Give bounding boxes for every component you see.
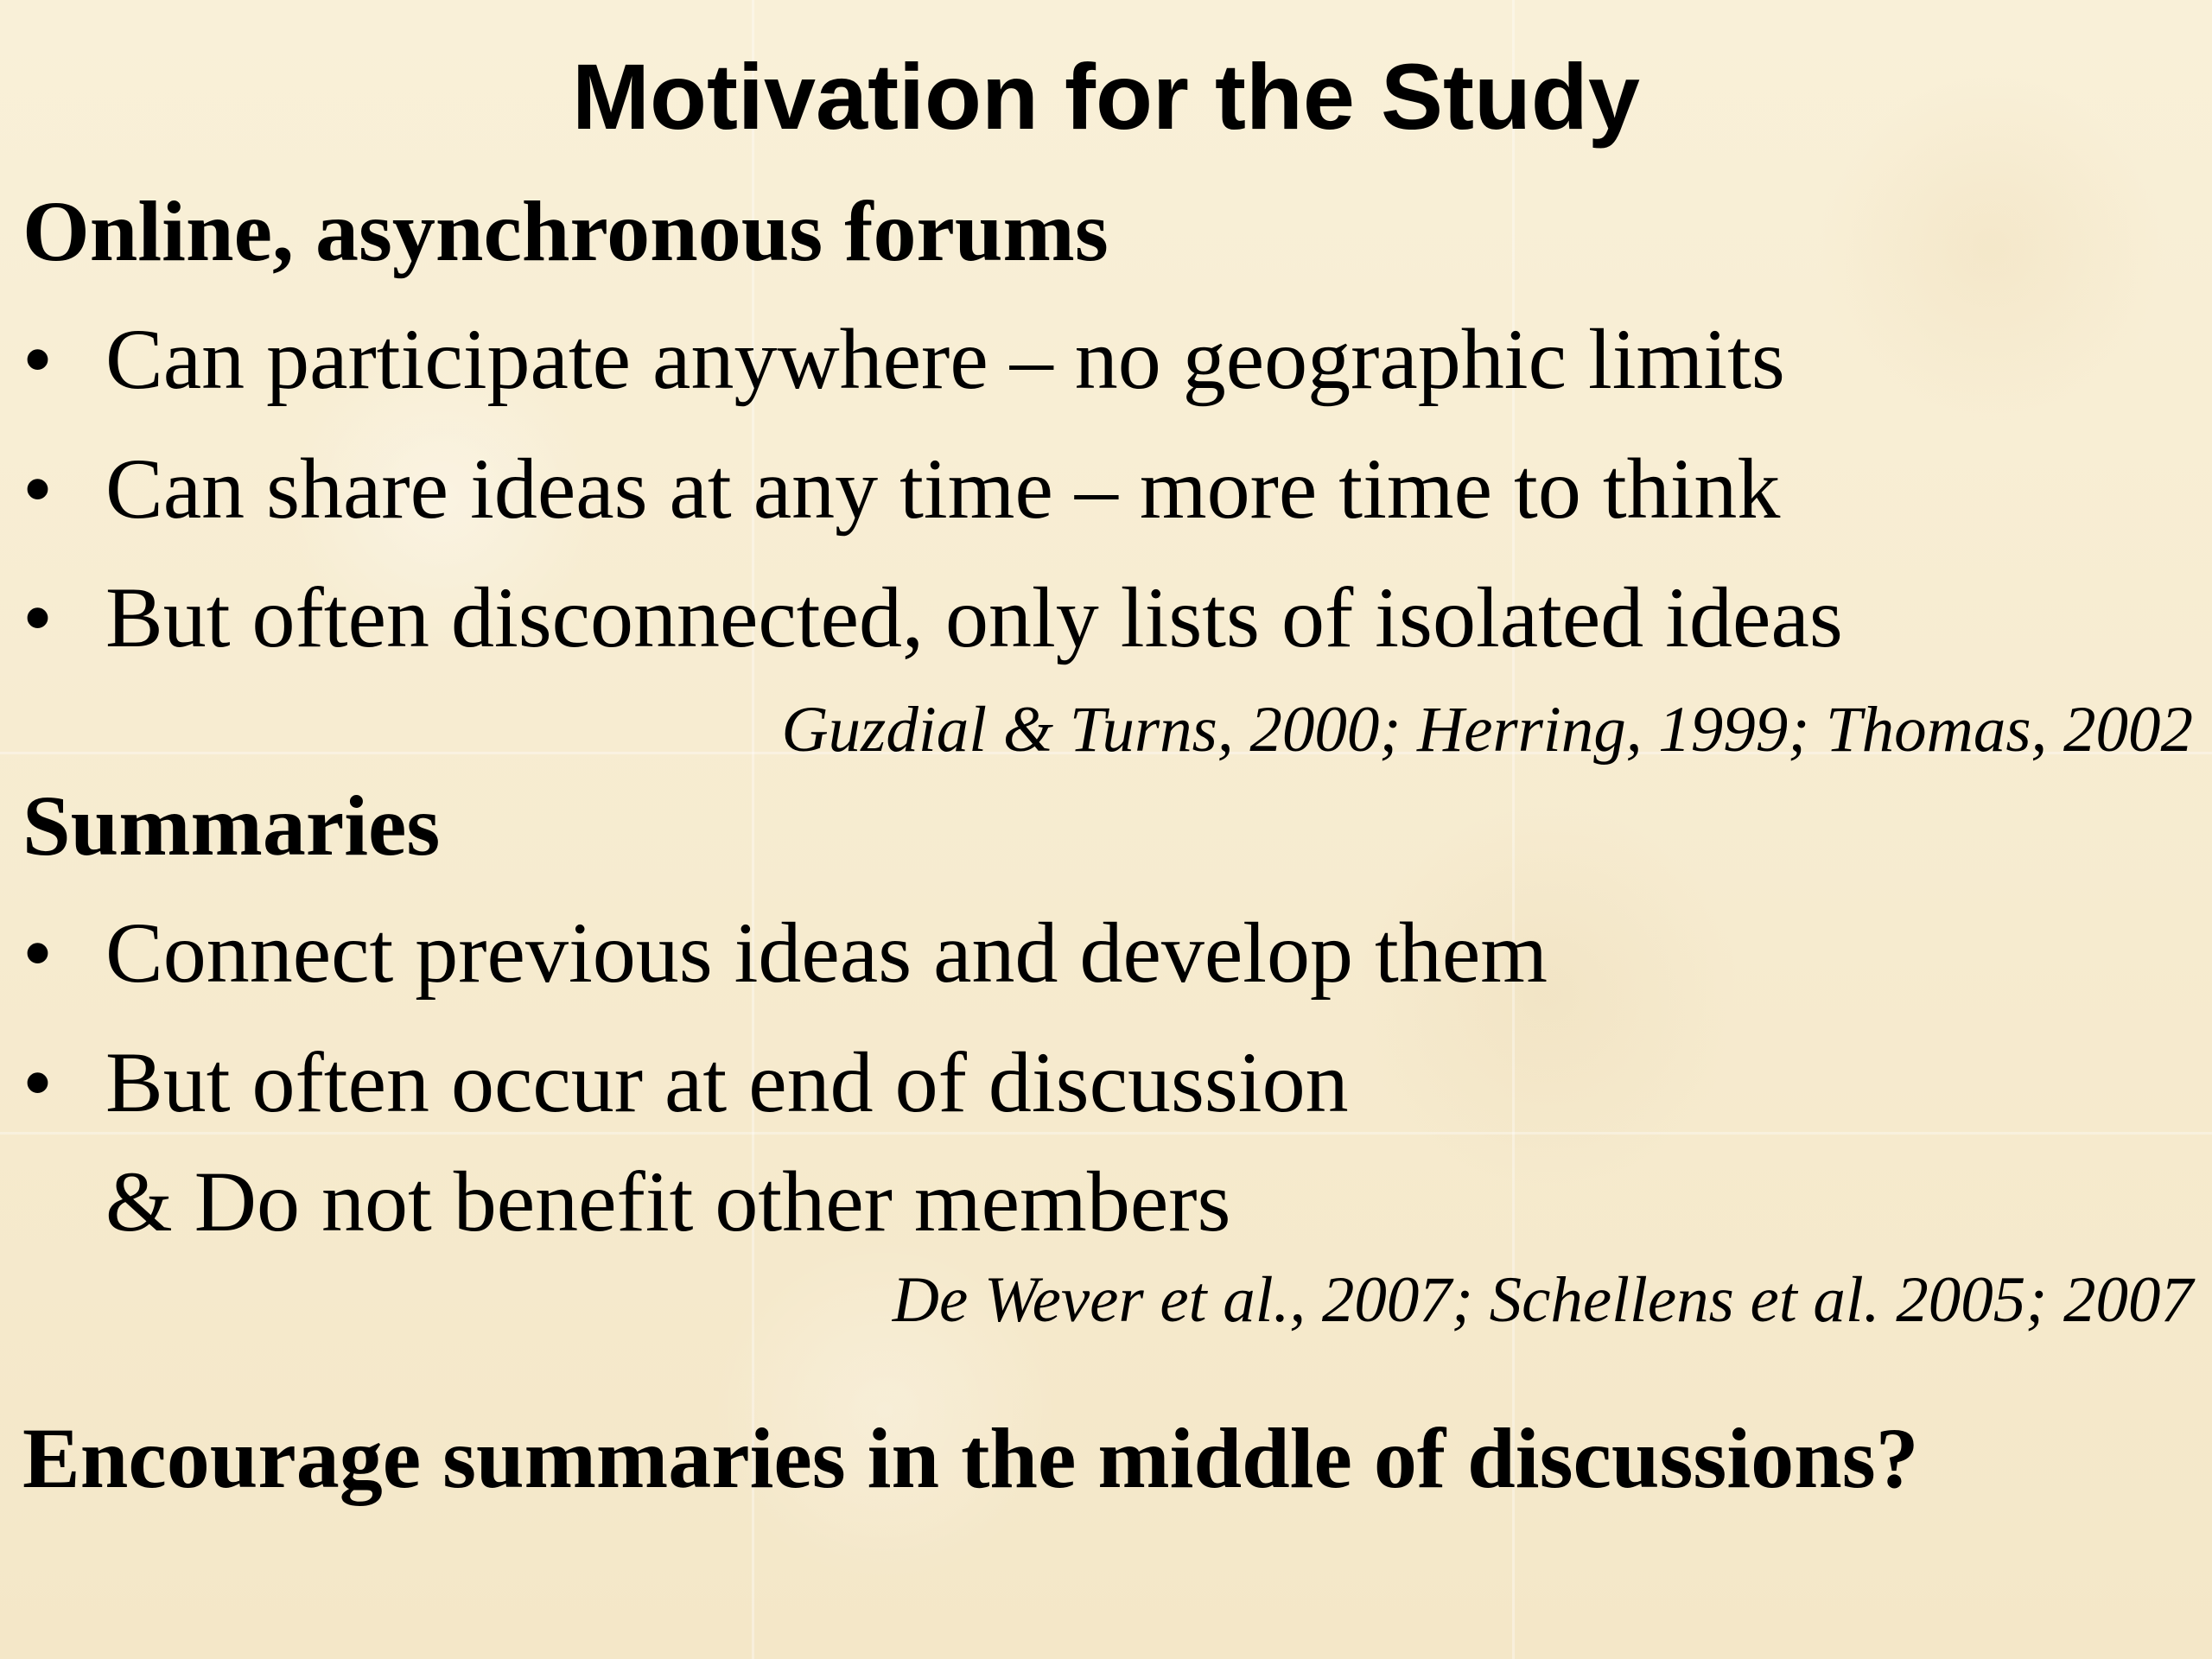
bullet-item [22,309,1785,409]
bullet-item [22,568,1843,667]
paper-seam [0,1132,2212,1135]
bullet-continuation: & Do not benefit other members [105,1154,1231,1249]
bullet-icon: • [22,441,54,537]
bullet-icon: • [22,1034,54,1130]
bullet-icon: • [22,569,54,665]
section-heading-summaries: Summaries [22,778,441,874]
bullet-icon: • [22,311,54,407]
bullet-item [22,1033,1349,1132]
bullet-item [22,439,1780,538]
slide-title: Motivation for the Study [572,44,1640,149]
bullet-text: But often disconnected, only lists of isolated ideas [105,569,1843,665]
bullet-icon: • [22,905,54,1001]
citation-summaries: De Wever et al., 2007; Schellens et al. 2005; 2007 [892,1264,2193,1336]
bullet-text: Connect previous ideas and develop them [105,905,1548,1001]
bullet-text: But often occur at end of discussion [105,1034,1349,1130]
citation-forums: Guzdial & Turns, 2000; Herring, 1999; Thomas, 2002 [781,694,2193,766]
bullet-item [22,903,1548,1002]
section-heading-forums: Online, asynchronous forums [22,183,1109,279]
research-question: Encourage summaries in the middle of discussions? [22,1410,1919,1506]
bullet-text: Can participate anywhere – no geographic limits [105,311,1785,407]
bullet-text: Can share ideas at any time – more time to think [105,441,1781,537]
